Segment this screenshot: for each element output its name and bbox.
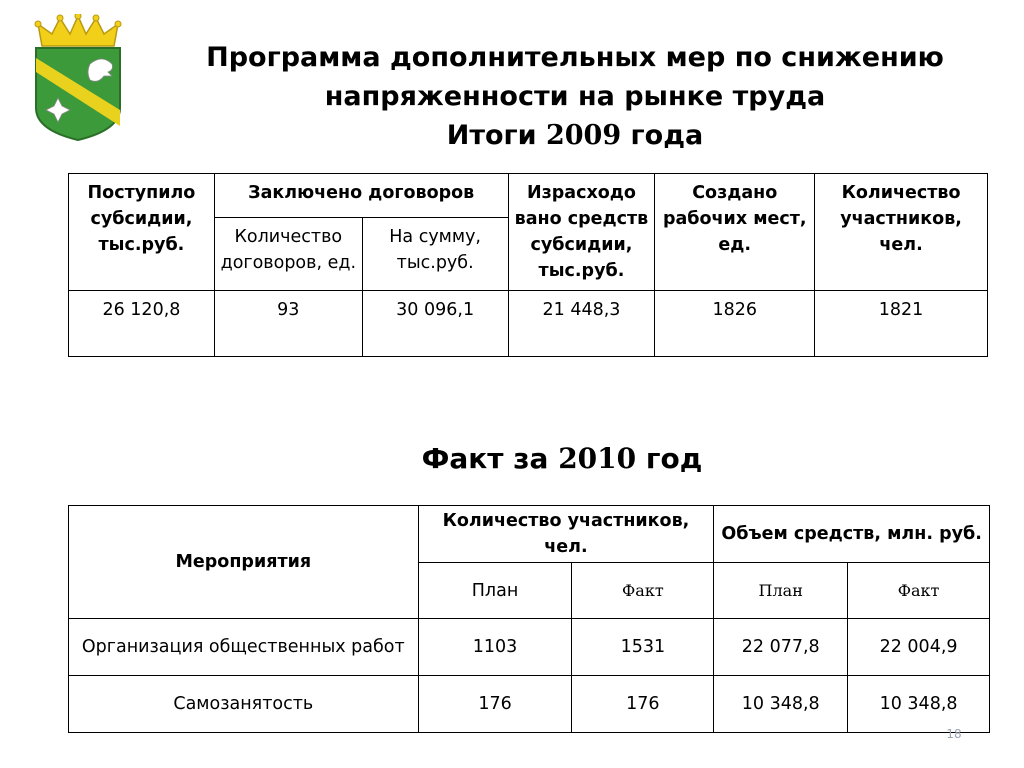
header-participants-count: Количество участников, чел. [418, 506, 714, 563]
title-line-2: напряженности на рынке труда [324, 81, 826, 112]
cell-contracts-sum: 30 096,1 [362, 291, 508, 357]
title-line-3-prefix: Итоги [446, 120, 546, 151]
table-row [69, 676, 990, 733]
header-funds-volume: Объем средств, млн. руб. [714, 506, 990, 563]
header-plan-people: План [418, 563, 572, 619]
cell-plan-funds: 10 348,8 [714, 676, 848, 733]
cell-fact-funds: 22 004,9 [848, 619, 990, 676]
cell-plan-people: 1103 [418, 619, 572, 676]
header-received-subsidy: Поступило субсидии, тыс.руб. [69, 174, 215, 291]
cell-activity-name: Организация общественных работ [69, 619, 419, 676]
table-header-row [69, 174, 988, 218]
cell-participants: 1821 [815, 291, 988, 357]
cell-activity-name: Самозанятость [69, 676, 419, 733]
section-subtitle [0, 442, 1024, 475]
results-2009-table [68, 173, 988, 357]
cell-plan-funds: 22 077,8 [714, 619, 848, 676]
title-line-3 [140, 116, 1010, 155]
shield-icon [36, 48, 120, 140]
title-year: 2009 [545, 120, 622, 151]
cell-spent: 21 448,3 [508, 291, 655, 357]
subtitle-suffix: год [636, 442, 703, 475]
cell-received: 26 120,8 [69, 291, 215, 357]
header-jobs-created: Создано рабочих мест, ед. [655, 174, 815, 291]
facts-2010-table [68, 505, 990, 733]
header-spent-funds: Израсходо вано средств субсидии, тыс.руб. [508, 174, 655, 291]
cell-fact-people: 1531 [572, 619, 714, 676]
header-activities: Мероприятия [69, 506, 419, 619]
table-row [69, 291, 988, 357]
crown-icon [35, 14, 121, 46]
coat-of-arms-logo [28, 14, 128, 142]
header-contracts-sum: На сумму, тыс.руб. [362, 217, 508, 290]
header-contracts: Заключено договоров [214, 174, 508, 218]
header-fact-people: Факт [572, 563, 714, 619]
cell-jobs: 1826 [655, 291, 815, 357]
title-line-3-suffix: года [621, 120, 704, 151]
page-number: 18 [946, 727, 962, 741]
table-header-row [69, 506, 990, 563]
page-title [140, 38, 1010, 155]
header-participants: Количество участников, чел. [815, 174, 988, 291]
header-contracts-count: Количество договоров, ед. [214, 217, 362, 290]
subtitle-year: 2010 [558, 442, 637, 475]
header-plan-funds: План [714, 563, 848, 619]
title-line-1: Программа дополнительных мер по снижению [206, 42, 944, 73]
table-row [69, 619, 990, 676]
cell-plan-people: 176 [418, 676, 572, 733]
cell-contracts-count: 93 [214, 291, 362, 357]
header-fact-funds: Факт [848, 563, 990, 619]
subtitle-prefix: Факт за [421, 442, 559, 475]
cell-fact-people: 176 [572, 676, 714, 733]
cell-fact-funds: 10 348,8 [848, 676, 990, 733]
